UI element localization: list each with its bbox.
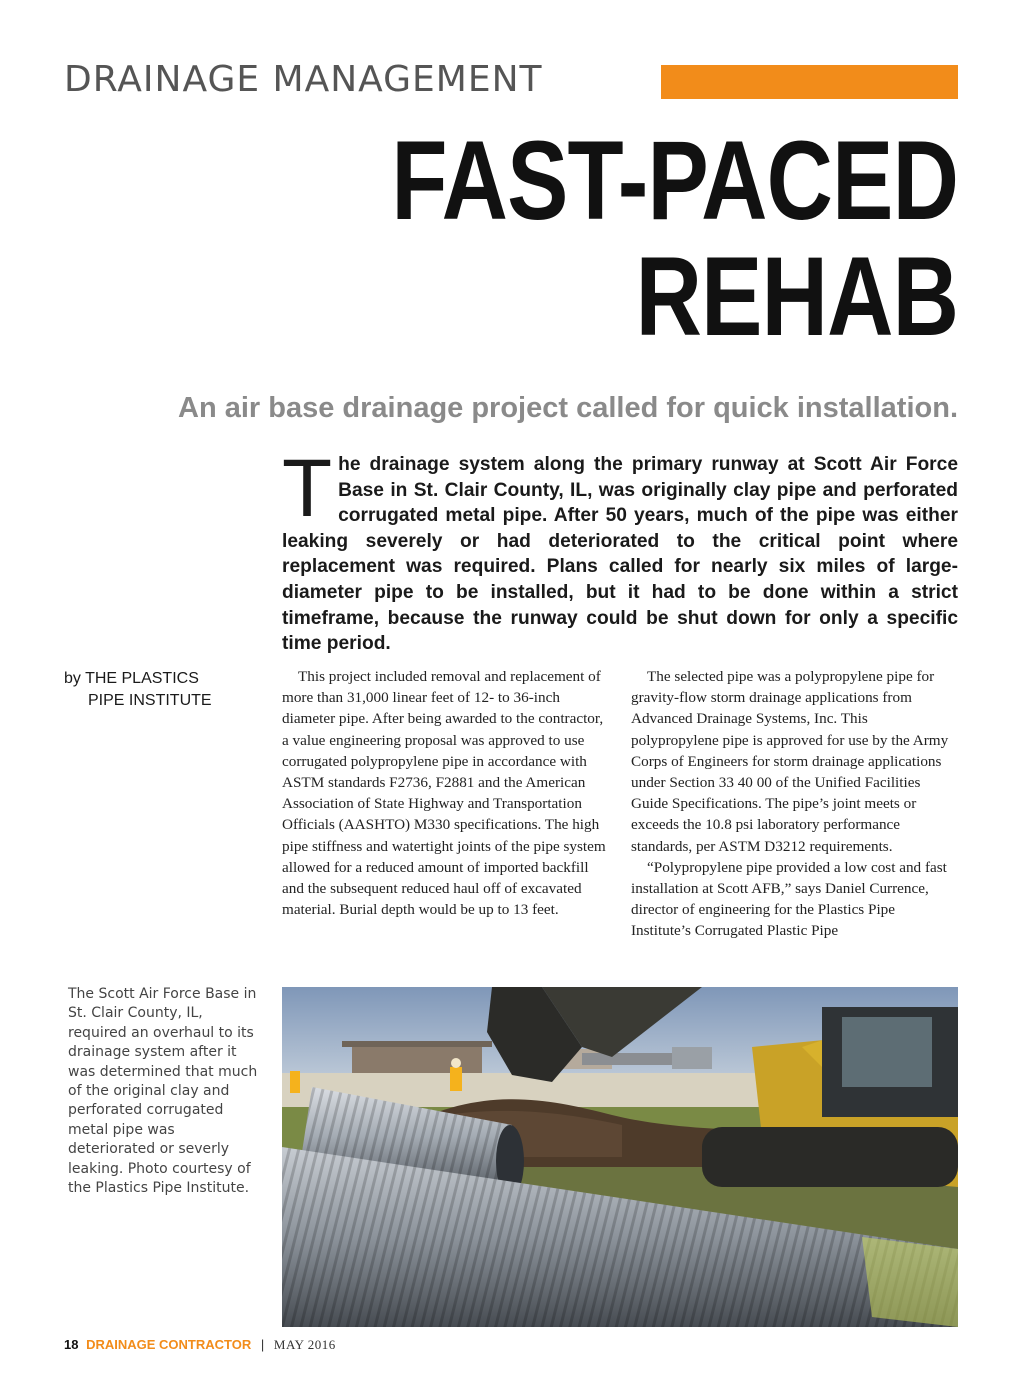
byline-author-line-2: PIPE INSTITUTE [88, 692, 212, 709]
byline-author-line-1: THE PLASTICS [85, 670, 199, 687]
lead-text: he drainage system along the primary runway at Scott Air Force Base in St. Clair County, IL, was originally clay pipe and perforated corrugated metal pipe. After 50 years, much of the pipe was either leaking severely or had deteriorated to the critical point where replacement was required. Plans called for nearly six miles of large-diameter pipe to be installed, but it had to be done within a strict timeframe, because the runway could be shut down for only a specific time period. [282, 454, 958, 655]
magazine-name: DRAINAGE CONTRACTOR [86, 1337, 252, 1352]
body-paragraph: This project included removal and replacement of more than 31,000 linear feet of 12- to 36-inch diameter pipe. After being awarded to the contractor, a value engineering proposal was approved to use corrugated polypropylene pipe in accordance with ASTM standards F2736, F2881 and the American Association of State Highway and Transportation Officials (AASHTO) M330 specifications. The high pipe stiffness and watertight joints of the pipe system allowed for a reduced amount of imported backfill and the subsequent reduced haul off of excavated material. Burial depth would be up to 13 feet. [282, 668, 606, 919]
lead-paragraph [282, 443, 958, 657]
photo-pipes-excavator [282, 987, 958, 1327]
footer-separator: | [260, 1337, 265, 1352]
body-paragraph: “Polypropylene pipe provided a low cost and fast installation at Scott AFB,” says Daniel Currence, director of engineering for the Plastics Pipe Institute’s Corrugated Plastic Pipe [631, 858, 947, 940]
headline-line-1: FAST-PACED [391, 118, 958, 243]
byline-by: by [64, 670, 81, 687]
headline-line-2: REHAB [635, 234, 958, 359]
subheadline: An air base drainage project called for quick installation. [178, 392, 958, 424]
byline [64, 668, 234, 712]
page-number: 18 [64, 1337, 79, 1352]
body-paragraph: The selected pipe was a polypropylene pipe for gravity-flow storm drainage applications from Advanced Drainage Systems, Inc. This polypropylene pipe is approved for use by the Army Corps of Engineers for storm drainage applications under Section 33 40 00 of the Unified Facilities Guide Specifications. The pipe’s joint meets or exceeds the 10.8 psi laboratory performance standards, per ASTM D3212 requirements. [631, 668, 949, 855]
article-photo [282, 987, 958, 1327]
photo-caption: The Scott Air Force Base in St. Clair County, IL, required an overhaul to its drainage system after it was determined that much of the original clay and perforated corrugated metal pipe was deteriorated or severly leaking. Photo courtesy of the Plastics Pipe Institute. [68, 986, 258, 1197]
headline [391, 118, 958, 359]
page-footer [64, 1335, 336, 1355]
accent-bar [661, 65, 958, 99]
body-column-1 [282, 666, 608, 920]
drop-cap: T [282, 443, 333, 534]
issue-date: MAY 2016 [273, 1337, 336, 1352]
body-column-2 [631, 666, 957, 942]
section-label: DRAINAGE MANAGEMENT [64, 59, 543, 100]
